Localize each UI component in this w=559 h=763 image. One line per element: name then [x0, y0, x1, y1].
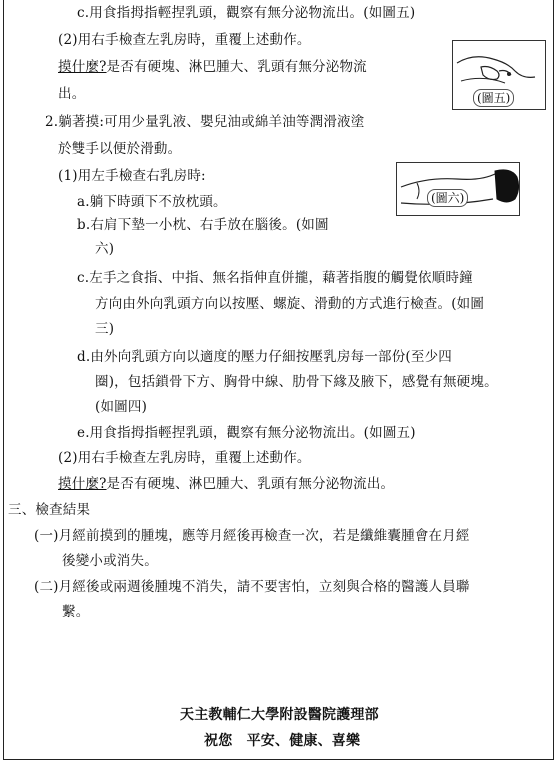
footer-organization: 天主教輔仁大學附設醫院護理部 [180, 707, 379, 723]
section-3-heading: 三、檢查結果 [8, 502, 91, 518]
what-to-feel-2: 摸什麼?是否有硬塊、淋巴腫大、乳頭有無分泌物流出。 [58, 476, 395, 492]
what-to-feel-1-cont: 出。 [58, 86, 86, 102]
step-c-finger-technique: c.左手之食指、中指、無名指伸直併攏，藉著指腹的觸覺依順時鐘 [77, 270, 473, 286]
step-e-squeeze-nipple: e.用食指拇指輕捏乳頭，觀察有無分泌物流出。(如圖五) [77, 425, 416, 441]
result-2: (二)月經後或兩週後腫塊不消失，請不要害怕，立刻與合格的醫護人員聯 [34, 579, 470, 595]
step-c-cont-1: 方向由外向乳頭方向以按壓、螺旋、滑動的方式進行檢查。(如圖 [95, 296, 485, 312]
step-2-left-breast-lying: (2)用右手檢查左乳房時，重覆上述動作。 [58, 450, 311, 466]
figure-6 [396, 162, 520, 216]
result-2-cont: 繫。 [62, 604, 90, 620]
result-1: (一)月經前摸到的腫塊，應等月經後再檢查一次，若是纖維囊腫會在月經 [34, 528, 470, 544]
figure-5 [452, 40, 546, 110]
step-c-cont-2: 三) [95, 321, 115, 337]
step-d-press-each-area: d.由外向乳頭方向以適度的壓力仔細按壓乳房每一部份(至少四 [77, 349, 452, 365]
step-2-left-breast: (2)用右手檢查左乳房時，重覆上述動作。 [58, 32, 311, 48]
step-b-cont: 六) [95, 241, 115, 257]
lying-down-step-cont: 於雙手以便於滑動。 [58, 141, 182, 157]
step-d-cont-1: 圈)，包括鎖骨下方、胸骨中線、肋骨下緣及腋下，感覺有無硬塊。 [95, 374, 498, 390]
footer-wish: 祝您 平安、健康、喜樂 [204, 733, 361, 749]
step-a-no-pillow: a.躺下時頭下不放枕頭。 [77, 194, 227, 210]
what-to-feel-1: 摸什麼?是否有硬塊、淋巴腫大、乳頭有無分泌物流 [58, 59, 367, 75]
step-c-squeeze-nipple: c.用食指拇指輕捏乳頭，觀察有無分泌物流出。(如圖五) [77, 5, 416, 21]
what-to-feel-label: 摸什麼? [58, 59, 107, 75]
step-1-right-breast: (1)用左手檢查右乳房時: [58, 168, 206, 184]
step-b-pillow-under-shoulder: b.右肩下墊一小枕、右手放在腦後。(如圖 [77, 217, 329, 233]
step-d-cont-2: (如圖四) [95, 399, 148, 415]
figure-6-label: (圖六) [427, 189, 468, 207]
result-1-cont: 後變小或消失。 [62, 553, 158, 569]
lying-down-step: 2.躺著摸:可用少量乳液、嬰兒油或綿羊油等潤滑液塗 [45, 114, 365, 130]
what-to-feel-label-2: 摸什麼? [58, 476, 107, 492]
figure-5-label: (圖五) [473, 89, 514, 107]
